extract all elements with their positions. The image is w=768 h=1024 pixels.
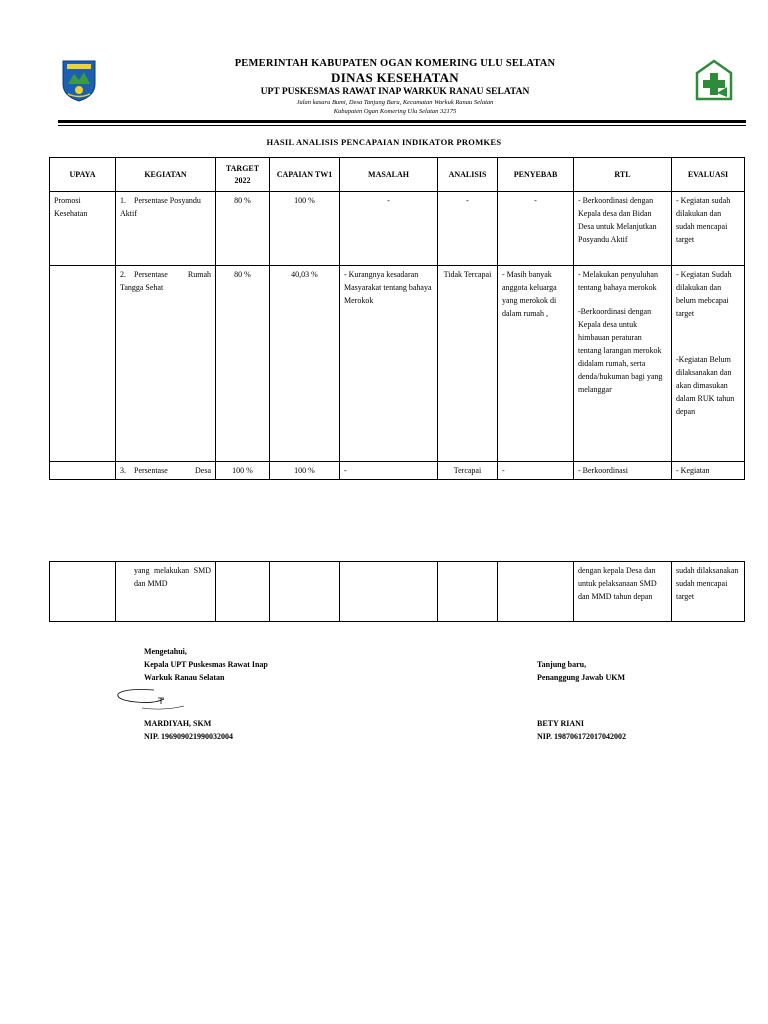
capaian-cell: 100 % — [270, 192, 340, 266]
target-cell: 80 % — [216, 192, 270, 266]
col-header-target: TARGET 2022 — [216, 158, 270, 192]
upaya-cell — [50, 562, 116, 622]
col-header-masalah: MASALAH — [340, 158, 438, 192]
rtl-item: -Berkoordinasi dengan Kepala desa untuk himbauan peraturan tentang larangan merokok didalam rumah, serta denda/hukuman bagi yang melanggar — [578, 307, 663, 394]
evaluasi-item: - Kegiatan Sudah dilakukan dan belum mebcapai target — [676, 270, 732, 318]
regency-coat-of-arms-icon — [60, 58, 98, 102]
masalah-cell: - Kurangnya kesadaran Masyarakat tentang bahaya Merokok — [340, 266, 438, 462]
letterhead-rule — [58, 120, 746, 123]
penyebab-cell: - — [498, 462, 574, 480]
row-number: 1. — [120, 196, 126, 205]
analisis-cell — [438, 562, 498, 622]
indicator-table — [49, 157, 745, 480]
gov-name: PEMERINTAH KABUPATEN OGAN KOMERING ULU SELATAN — [234, 58, 556, 69]
col-header-penyebab: PENYEBAB — [498, 158, 574, 192]
upaya-cell: Promosi Kesehatan — [50, 192, 116, 266]
analisis-cell: - — [438, 192, 498, 266]
approver-name: MARDIYAH, SKM — [144, 719, 212, 728]
approver-unit: Warkuk Ranau Selatan — [144, 673, 225, 682]
kegiatan-text: Persentase Rumah Tangga Sehat — [120, 270, 211, 292]
table-row — [50, 266, 745, 462]
evaluasi-item: -Kegiatan Belum dilaksanakan dan akan dimasukan dalam RUK tahun depan — [676, 355, 735, 416]
rtl-item: - Melakukan penyuluhan tentang bahaya merokok — [578, 270, 658, 292]
indicator-table-continued — [49, 561, 745, 622]
approval-label: Mengetahui, — [144, 647, 187, 656]
address-line-1: Jalan kasaru Bumi, Desa Tanjung Baru, Kecamatan Warkuk Ranau Selatan — [296, 99, 494, 106]
upaya-cell — [50, 266, 116, 462]
penyebab-cell: - Masih banyak anggota keluarga yang merokok di dalam rumah , — [498, 266, 574, 462]
analisis-cell: Tercapai — [438, 462, 498, 480]
handwritten-signature — [114, 684, 214, 714]
row-number: 3. — [120, 466, 126, 475]
rtl-cell: dengan kepala Desa dan untuk pelaksanaan SMD dan MMD tahun depan — [574, 562, 672, 622]
letterhead — [120, 58, 670, 115]
table-row — [50, 562, 745, 622]
approver-title: Kepala UPT Puskesmas Rawat Inap — [144, 660, 268, 669]
unit-name: UPT PUSKESMAS RAWAT INAP WARKUK RANAU SELATAN — [260, 87, 530, 97]
capaian-cell: 100 % — [270, 462, 340, 480]
target-cell: 80 % — [216, 266, 270, 462]
responsible-block-right — [537, 658, 625, 684]
kegiatan-cell — [116, 192, 216, 266]
approval-block-left — [144, 645, 268, 684]
penyebab-cell — [498, 562, 574, 622]
masalah-cell: - — [340, 462, 438, 480]
kegiatan-text: Persentase Posyandu Aktif — [120, 196, 201, 218]
table-header-row — [50, 158, 745, 192]
address-line-2: Kabupaten Ogan Komering Ulu Selatan 32175 — [333, 108, 457, 115]
table-row — [50, 192, 745, 266]
responsible-name: BETY RIANI — [537, 719, 585, 728]
target-cell — [216, 562, 270, 622]
upaya-cell — [50, 462, 116, 480]
col-header-analisis: ANALISIS — [438, 158, 498, 192]
capaian-cell — [270, 562, 340, 622]
responsible-signature-block — [537, 717, 626, 743]
masalah-cell: - — [340, 192, 438, 266]
table-row — [50, 462, 745, 480]
responsible-title: Penanggung Jawab UKM — [537, 673, 626, 682]
place-date: Tanjung baru, — [537, 660, 587, 669]
approver-nip: NIP. 196909021990032004 — [144, 732, 234, 741]
target-cell: 100 % — [216, 462, 270, 480]
col-header-evaluasi: EVALUASI — [672, 158, 745, 192]
kegiatan-cell — [116, 462, 216, 480]
rtl-cell: - Berkoordinasi — [574, 462, 672, 480]
evaluasi-cell: - Kegiatan sudah dilakukan dan sudah mencapai target — [672, 192, 745, 266]
document-title: HASIL ANALISIS PENCAPAIAN INDIKATOR PROMKES — [266, 137, 502, 147]
penyebab-cell: - — [498, 192, 574, 266]
rtl-cell: - Berkoordinasi dengan Kepala desa dan Bidan Desa untuk Melanjutkan Posyandu Aktif — [574, 192, 672, 266]
masalah-cell — [340, 562, 438, 622]
responsible-nip: NIP. 198706172017042002 — [537, 732, 627, 741]
approver-signature-block — [144, 717, 233, 743]
col-header-kegiatan: KEGIATAN — [116, 158, 216, 192]
analisis-cell: Tidak Tercapai — [438, 266, 498, 462]
kegiatan-text: Persentase Desa — [134, 466, 211, 475]
row-number: 2. — [120, 270, 126, 279]
letterhead-rule-thin — [58, 125, 746, 126]
col-header-rtl: RTL — [574, 158, 672, 192]
kegiatan-cell: yang melakukan SMD dan MMD — [116, 562, 216, 622]
health-cross-icon — [695, 59, 733, 105]
kegiatan-cell — [116, 266, 216, 462]
col-header-capaian: CAPAIAN TW1 — [270, 158, 340, 192]
capaian-cell: 40,03 % — [270, 266, 340, 462]
col-header-upaya: UPAYA — [50, 158, 116, 192]
evaluasi-cell — [672, 266, 745, 462]
evaluasi-cell: - Kegiatan — [672, 462, 745, 480]
agency-name: DINAS KESEHATAN — [331, 70, 459, 85]
evaluasi-cell: sudah dilaksanakan sudah mencapai target — [672, 562, 745, 622]
rtl-cell — [574, 266, 672, 462]
